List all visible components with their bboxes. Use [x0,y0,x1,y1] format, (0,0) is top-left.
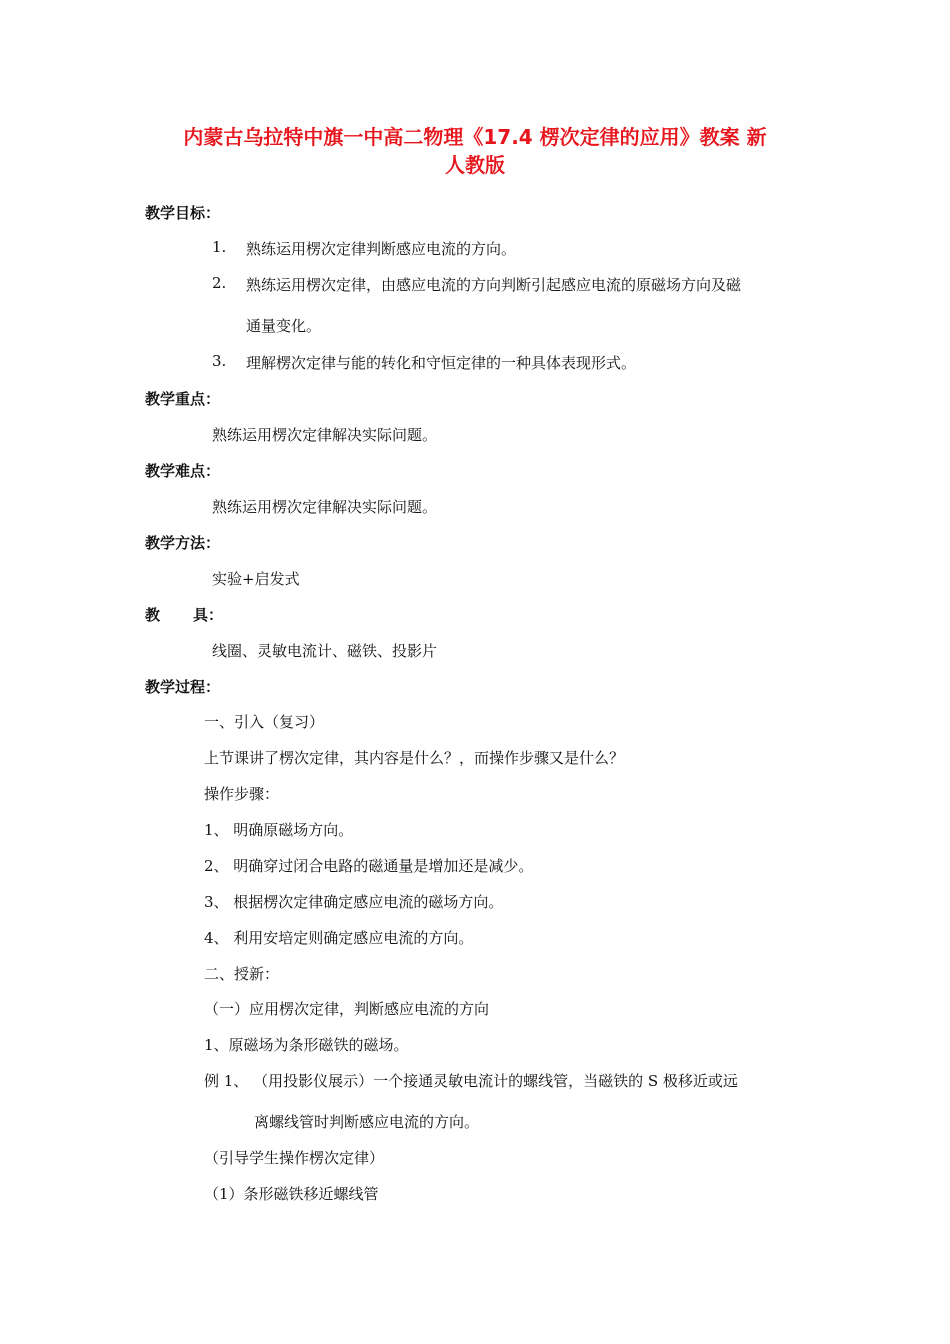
goal-2-number: 2. [212,274,227,292]
step-4: 4、 利用安培定则确定感应电流的方向。 [204,929,474,947]
process-question: 上节课讲了楞次定律，其内容是什么？，而操作步骤又是什么？ [204,749,625,767]
document-title-line-1: 内蒙古乌拉特中旗一中高二物理《17.4 楞次定律的应用》教案 新 [183,125,767,149]
goal-2-text: 熟练运用楞次定律，由感应电流的方向判断引起感应电流的原磁场方向及磁 [246,276,742,294]
steps-label: 操作步骤： [204,785,280,803]
difficulty-text: 熟练运用楞次定律解决实际问题。 [212,498,438,516]
tools-heading-first: 教 [145,606,161,624]
goal-3-text: 理解楞次定律与能的转化和守恒定律的一种具体表现形式。 [246,354,637,372]
goal-1-text: 熟练运用楞次定律判断感应电流的方向。 [246,240,517,258]
step-1: 1、 明确原磁场方向。 [204,821,354,839]
tools-text: 线圈、灵敏电流计、磁铁、投影片 [212,642,438,660]
goal-1-number: 1. [212,238,227,256]
document-title-line-2: 人教版 [445,153,505,177]
tools-heading-second: 具： [193,606,224,624]
case-1: 1、原磁场为条形磁铁的磁场。 [204,1036,409,1054]
process-heading: 教学过程： [145,678,221,696]
goal-3-number: 3. [212,352,227,370]
method-heading: 教学方法： [145,534,221,552]
new-lesson-heading: 二、授新： [204,965,280,983]
guide-note: （引导学生操作楞次定律） [204,1149,385,1167]
example-1: 例 1、 （用投影仪展示）一个接通灵敏电流计的螺线管，当磁铁的 S 极移近或远 [204,1072,738,1090]
method-text: 实验+启发式 [212,570,300,588]
difficulty-heading: 教学难点： [145,462,221,480]
part-1: （1）条形磁铁移近螺线管 [204,1185,379,1203]
process-intro: 一、引入（复习） [204,713,325,731]
step-2: 2、 明确穿过闭合电路的磁通量是增加还是减少。 [204,857,534,875]
example-1-continuation: 离螺线管时判断感应电流的方向。 [254,1113,480,1131]
key-point-heading: 教学重点： [145,390,221,408]
key-point-text: 熟练运用楞次定律解决实际问题。 [212,426,438,444]
goals-heading: 教学目标： [145,204,221,222]
goal-2-continuation: 通量变化。 [246,317,322,335]
subsection-1-heading: （一）应用楞次定律，判断感应电流的方向 [204,1000,490,1018]
step-3: 3、 根据楞次定律确定感应电流的磁场方向。 [204,893,504,911]
